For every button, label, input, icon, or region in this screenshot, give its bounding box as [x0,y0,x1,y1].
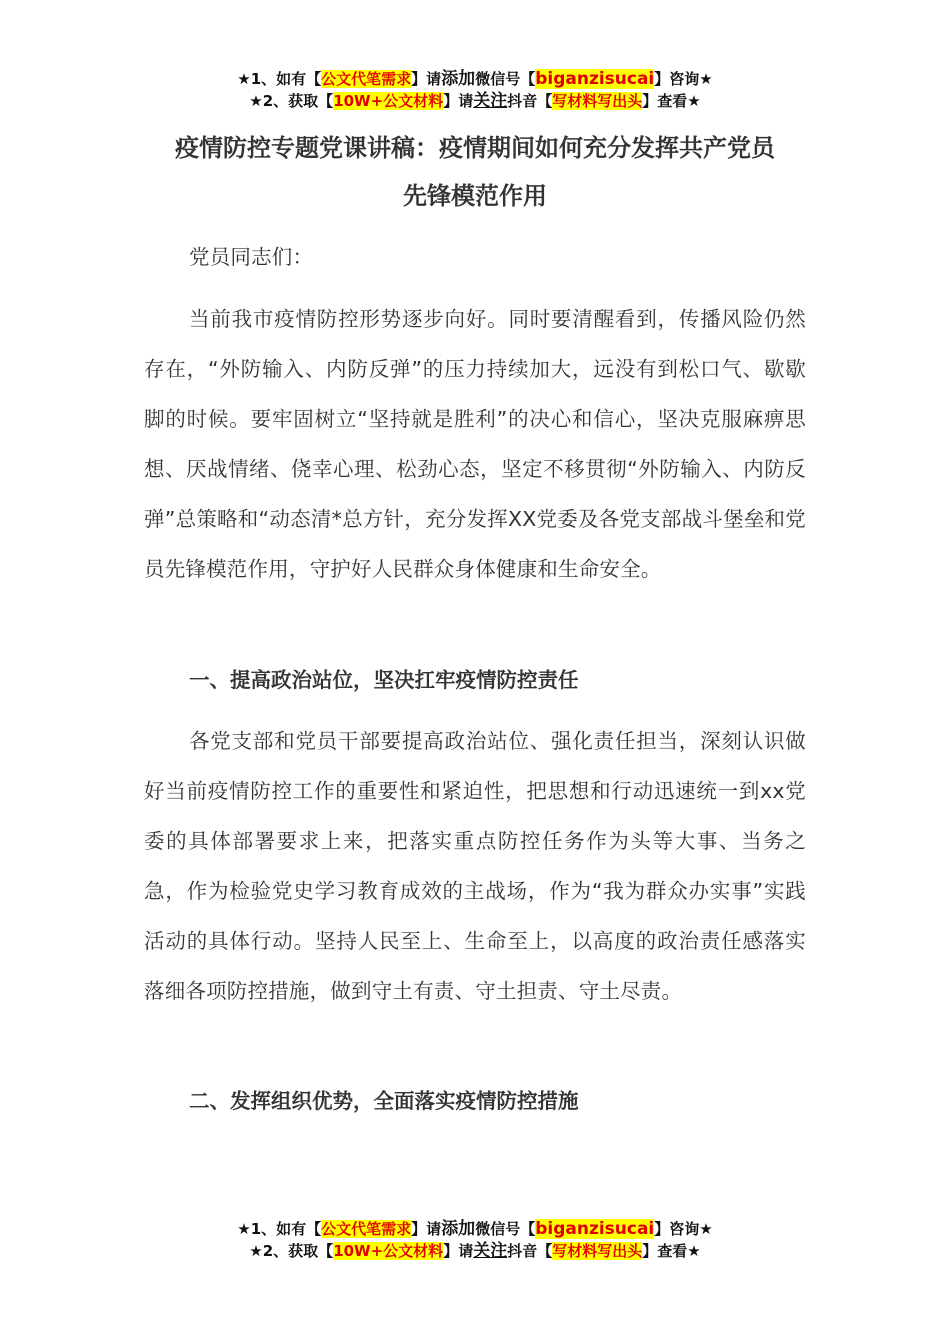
promo-text: 微信号【 [475,1220,536,1238]
promo-text: 】咨询★ [654,1220,713,1238]
title-line-1: 疫情防控专题党课讲稿：疫情期间如何充分发挥共产党员 [175,134,775,162]
section-1-heading: 一、提高政治站位，坚决扛牢疫情防控责任 [189,668,579,692]
promo-text: 抖音【 [507,1242,553,1260]
promo-text: 】请 [411,70,442,88]
promo-emphasis: 关注 [473,91,508,111]
intro-block [144,294,806,594]
promo-wechat-id: biganzisucai [535,69,655,89]
promo-highlight: 公文代笔需求 [321,70,412,88]
promo-text: 】查看★ [642,1242,701,1260]
promo-highlight: 10W+公文材料 [333,92,444,110]
promo-line-1 [0,68,950,90]
promo-banner-bottom [0,1218,950,1262]
promo-emphasis: 添加 [441,1219,476,1239]
promo-text: 】请 [443,92,474,110]
promo-text: 】请 [411,1220,442,1238]
document-body [144,232,806,282]
promo-text: 抖音【 [507,92,553,110]
promo-highlight: 10W+公文材料 [333,1242,444,1260]
promo-text: 】查看★ [642,92,701,110]
promo-banner-top [0,68,950,112]
promo-highlight: 写材料写出头 [552,1242,643,1260]
promo-highlight: 公文代笔需求 [321,1220,412,1238]
promo-text: 】咨询★ [654,70,713,88]
promo-text: ★2、获取【 [249,92,334,110]
section-2-heading: 二、发挥组织优势，全面落实疫情防控措施 [189,1089,579,1113]
document-title [100,124,850,220]
promo-line-1 [0,1218,950,1240]
salutation: 党员同志们： [189,245,314,269]
title-line-2: 先锋模范作用 [403,182,547,210]
promo-emphasis: 关注 [473,1241,508,1261]
promo-text: ★2、获取【 [249,1242,334,1260]
section-1-paragraph: 各党支部和党员干部要提高政治站位、强化责任担当，深刻认识做好当前疫情防控工作的重要性和紧迫性，把思想和行动迅速统一到xx党委的具体部署要求上来，把落实重点防控任务作为头等大事、当务之急，作为检验党史学习教育成效的主战场，作为“我为群众办实事”实践活动的具体行动。坚持人民至上、生命至上，以高度的政治责任感落实落细各项防控措施，做到守土有责、守土担责、守土尽责。 [144,729,806,1003]
promo-text: 微信号【 [475,70,536,88]
promo-text: 】请 [443,1242,474,1260]
promo-line-2 [0,90,950,112]
section-1-block [144,655,806,705]
promo-wechat-id: biganzisucai [535,1219,655,1239]
promo-emphasis: 添加 [441,69,476,89]
promo-text: ★1、如有【 [237,1220,322,1238]
promo-text: ★1、如有【 [237,70,322,88]
section-2-block [144,1076,806,1126]
section-1-body-block [144,716,806,1016]
intro-paragraph: 当前我市疫情防控形势逐步向好。同时要清醒看到，传播风险仍然存在，“外防输入、内防反弹”的压力持续加大，远没有到松口气、歇歇脚的时候。要牢固树立“坚持就是胜利”的决心和信心，坚决克服麻痹思想、厌战情绪、侥幸心理、松劲心态，坚定不移贯彻“外防输入、内防反弹”总策略和“动态清*总方针，充分发挥XX党委及各党支部战斗堡垒和党员先锋模范作用，守护好人民群众身体健康和生命安全。 [144,307,806,581]
promo-highlight: 写材料写出头 [552,92,643,110]
promo-line-2 [0,1240,950,1262]
